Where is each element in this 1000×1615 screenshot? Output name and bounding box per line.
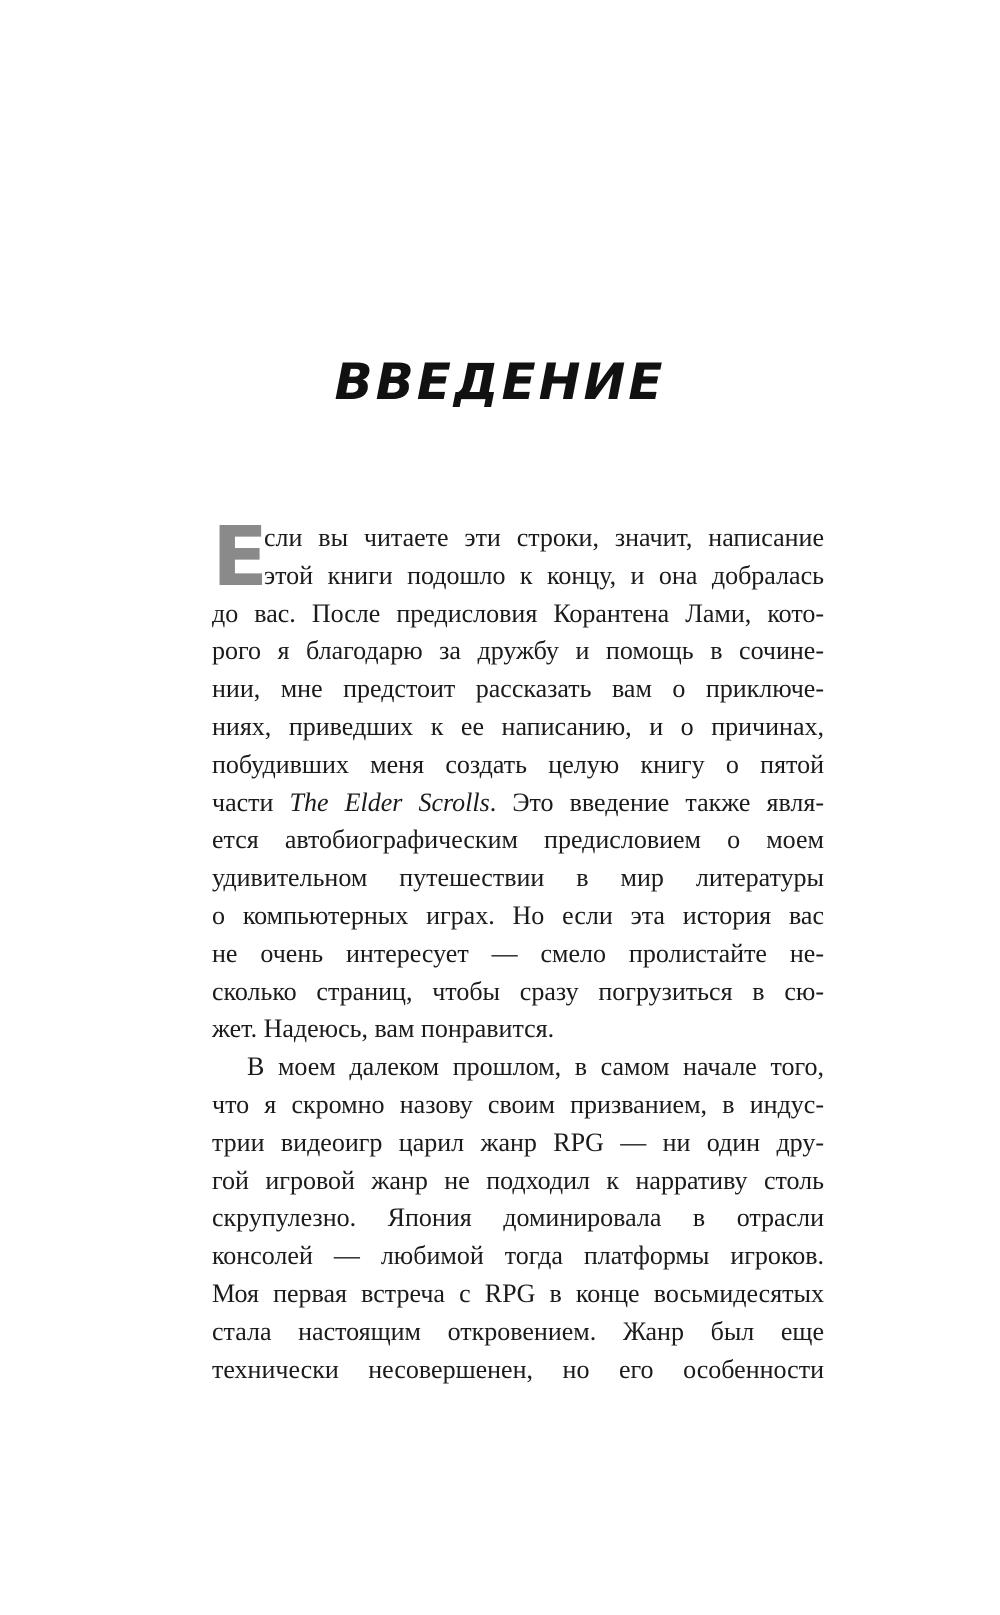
chapter-body [212,510,824,1388]
drop-cap-letter: Е [212,510,269,605]
text-line [212,784,824,822]
line-segment: . Это введение также явля- [489,787,824,817]
chapter-title: ВВЕДЕНИЕ [334,353,666,411]
text-line: скрупулезно. Япония доминировала в отрасли [212,1203,824,1233]
text-line: побудивших меня создать целую книгу о пятой [212,749,824,779]
text-line: консолей — любимой тогда платформы игроков. [212,1241,824,1271]
text-line: ниях, приведших к ее написанию, и о причинах, [212,711,824,741]
line-segment: части [212,787,274,817]
text-line: В моем далеком прошлом, в самом начале того, [247,1052,824,1082]
text-line: рого я благодарю за дружбу и помощь в сочине- [212,636,824,666]
book-title-italic: The Elder Scrolls [289,787,490,817]
text-line: что я скромно назову своим призванием, в индус- [212,1089,824,1119]
text-line: жет. Надеюсь, вам понравится. [212,1014,555,1044]
text-line: сколько страниц, чтобы сразу погрузиться в сю- [212,976,824,1006]
text-line: удивительном путешествии в мир литературы [212,863,824,893]
text-line: технически несовершенен, но его особенности [212,1354,824,1384]
text-line: этой книги подошло к концу, и она добралась [264,560,824,590]
text-line: о компьютерных играх. Но если эта история вас [212,900,824,930]
text-line: не очень интересует — смело пролистайте не- [212,938,824,968]
text-line: нии, мне предстоит рассказать вам о приключе- [212,674,824,704]
text-line: Моя первая встреча с RPG в конце восьмидесятых [212,1278,824,1308]
text-line: гой игровой жанр не подходил к нарративу столь [212,1165,824,1195]
text-line: до вас. После предисловия Корантена Лами, кото- [212,598,824,628]
text-line: ется автобиографическим предисловием о моем [212,825,824,855]
text-line: трии видеоигр царил жанр RPG — ни один дру- [212,1127,824,1157]
text-line: сли вы читаете эти строки, значит, написание [264,523,824,552]
text-line: стала настоящим откровением. Жанр был еще [212,1316,824,1346]
